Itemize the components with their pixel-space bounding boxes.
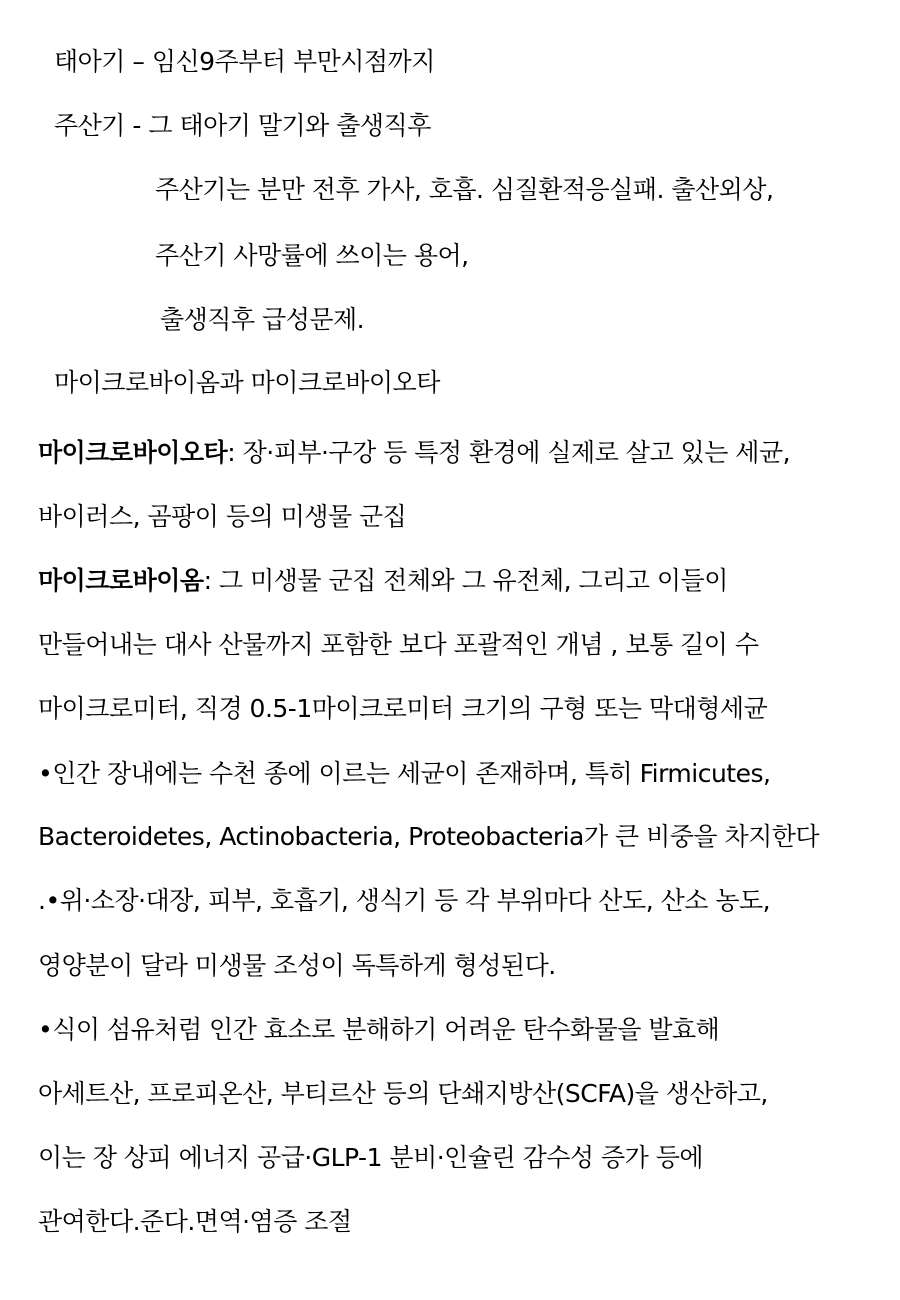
fiber-bullet-line-4: 관여한다.준다.면역·염증 조절 bbox=[38, 1207, 352, 1236]
microbiome-definition-line-3: 마이크로미터, 직경 0.5-1마이크로미터 크기의 구형 또는 막대형세균 bbox=[38, 694, 768, 723]
microbiome-definition-text: : 그 미생물 군집 전체와 그 유전체, 그리고 이들이 bbox=[203, 566, 728, 595]
perinatal-description-line-1: 주산기는 분만 전후 가사, 호흡. 심질환적응실패. 출산외상, bbox=[155, 175, 774, 204]
body-site-bullet-line-2: 영양분이 달라 미생물 조성이 독특하게 형성된다. bbox=[38, 951, 556, 980]
body-site-bullet-line-1: .•위·소장·대장, 피부, 호흡기, 생식기 등 각 부위마다 산도, 산소 농도, bbox=[38, 886, 771, 915]
gut-bacteria-bullet-line-1: •인간 장내에는 수천 종에 이르는 세균이 존재하며, 특히 Firmicutes, bbox=[38, 759, 771, 788]
microbiome-term: 마이크로바이옴 bbox=[38, 566, 204, 595]
microbiome-definition-line-2: 만들어내는 대사 산물까지 포함한 보다 포괄적인 개념 , 보통 길이 수 bbox=[38, 630, 759, 659]
fetal-period-line: 태아기 – 임신9주부터 부만시점까지 bbox=[54, 47, 435, 76]
microbiota-definition-line-1 bbox=[38, 436, 790, 470]
gut-bacteria-bullet-line-2: Bacteroidetes, Actinobacteria, Proteobacteria가 큰 비중을 차지한다 bbox=[38, 822, 820, 851]
fiber-bullet-line-2: 아세트산, 프로피온산, 부티르산 등의 단쇄지방산(SCFA)을 생산하고, bbox=[38, 1079, 768, 1108]
microbiome-definition-line-1 bbox=[38, 564, 728, 598]
perinatal-period-line: 주산기 - 그 태아기 말기와 출생직후 bbox=[54, 111, 431, 140]
microbiota-definition-line-2: 바이러스, 곰팡이 등의 미생물 군집 bbox=[38, 502, 407, 531]
fiber-bullet-line-1: •식이 섬유처럼 인간 효소로 분해하기 어려운 탄수화물을 발효해 bbox=[38, 1015, 720, 1044]
microbiota-definition-text: : 장·피부·구강 등 특정 환경에 실제로 살고 있는 세균, bbox=[227, 438, 791, 467]
perinatal-description-line-3: 출생직후 급성문제. bbox=[160, 305, 365, 334]
fiber-bullet-line-3: 이는 장 상피 에너지 공급·GLP-1 분비·인슐린 감수성 증가 등에 bbox=[38, 1143, 704, 1172]
topic-heading: 마이크로바이옴과 마이크로바이오타 bbox=[54, 368, 440, 397]
microbiota-term: 마이크로바이오타 bbox=[38, 438, 228, 467]
perinatal-description-line-2: 주산기 사망률에 쓰이는 용어, bbox=[155, 241, 469, 270]
